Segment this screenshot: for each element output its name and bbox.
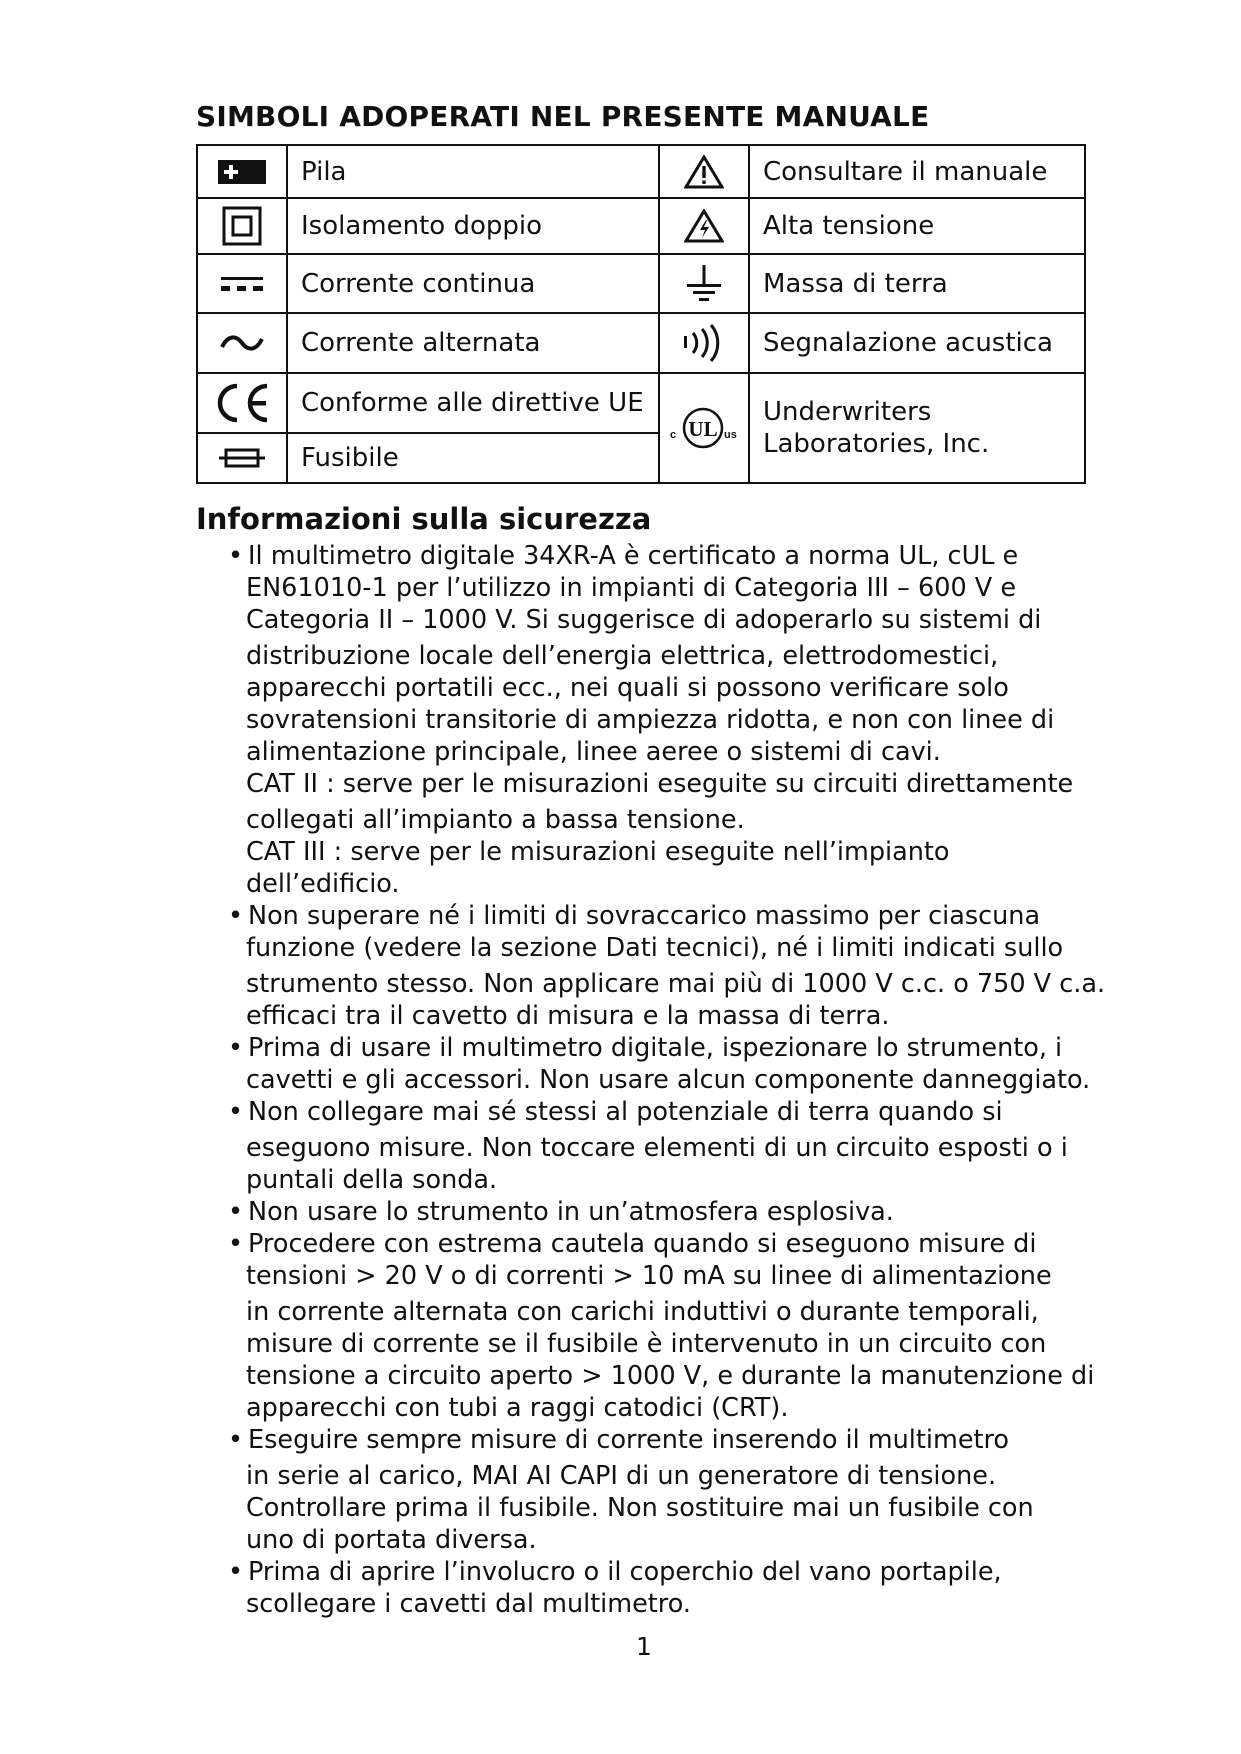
symbol-label-high-voltage: Alta tensione	[749, 198, 1085, 254]
bullet-marker: •	[228, 1033, 244, 1063]
safety-text-line: strumento stesso. Non applicare mai più di 1000 V c.c. o 750 V c.a.	[246, 969, 1106, 999]
safety-text-line: CAT III : serve per le misurazioni eseguite nell’impianto	[246, 837, 950, 867]
safety-text-line: distribuzione locale dell’energia elettrica, elettrodomestici,	[246, 641, 999, 671]
bullet-marker: •	[228, 1097, 244, 1127]
bullet-marker: •	[228, 1197, 244, 1227]
symbol-label-ground: Massa di terra	[749, 254, 1085, 313]
page-title: SIMBOLI ADOPERATI NEL PRESENTE MANUALE	[196, 100, 930, 133]
safety-text-line: cavetti e gli accessori. Non usare alcun componente danneggiato.	[246, 1065, 1091, 1095]
safety-text-line: Categoria II – 1000 V. Si suggerisce di adoperarlo su sistemi di	[246, 605, 1042, 635]
safety-text-line: Prima di aprire l’involucro o il coperchio del vano portapile,	[248, 1557, 1002, 1587]
alternating-current-icon	[197, 313, 287, 373]
cul-us-mark-icon	[659, 373, 749, 483]
ul-mark-us: us	[724, 429, 737, 441]
bullet-marker: •	[228, 1557, 244, 1587]
safety-text-line: CAT II : serve per le misurazioni eseguite su circuiti direttamente	[246, 769, 1074, 799]
safety-text-line: apparecchi portatili ecc., nei quali si possono verificare solo	[246, 673, 1009, 703]
safety-text-line: Prima di usare il multimetro digitale, ispezionare lo strumento, i	[248, 1033, 1063, 1063]
symbol-label-audible: Segnalazione acustica	[749, 313, 1085, 373]
ul-label-line-1: Underwriters	[763, 397, 932, 427]
safety-heading: Informazioni sulla sicurezza	[196, 502, 652, 536]
symbol-row	[197, 198, 1085, 254]
symbol-label-ac: Corrente alternata	[287, 313, 659, 373]
symbol-row	[197, 313, 1085, 373]
safety-text-line: apparecchi con tubi a raggi catodici (CRT).	[246, 1393, 789, 1423]
symbol-label-dc: Corrente continua	[287, 254, 659, 313]
safety-text-line: in serie al carico, MAI AI CAPI di un generatore di tensione.	[246, 1461, 997, 1491]
safety-text-line: Non usare lo strumento in un’atmosfera esplosiva.	[248, 1197, 894, 1227]
battery-icon	[197, 145, 287, 198]
safety-text-line: Non superare né i limiti di sovraccarico massimo per ciascuna	[248, 901, 1041, 931]
safety-text-line: Il multimetro digitale 34XR-A è certificato a norma UL, cUL e	[248, 541, 1019, 571]
safety-text-line: scollegare i cavetti dal multimetro.	[246, 1589, 691, 1619]
ul-mark-ul: UL	[688, 417, 718, 441]
audible-signal-icon	[659, 313, 749, 373]
safety-text-line: sovratensioni transitorie di ampiezza ridotta, e non con linee di	[246, 705, 1055, 735]
bullet-marker: •	[228, 1425, 244, 1455]
symbol-label-battery: Pila	[287, 145, 659, 198]
safety-text-line: EN61010-1 per l’utilizzo in impianti di Categoria III – 600 V e	[246, 573, 1017, 603]
safety-text-line: efficaci tra il cavetto di misura e la massa di terra.	[246, 1001, 890, 1031]
fuse-icon	[197, 433, 287, 483]
page-number: 1	[636, 1632, 652, 1661]
symbol-label-fuse: Fusibile	[287, 433, 659, 483]
safety-text-line: Non collegare mai sé stessi al potenziale di terra quando si	[248, 1097, 1003, 1127]
symbol-row	[197, 254, 1085, 313]
symbols-table	[196, 144, 1086, 484]
safety-text-line: misure di corrente se il fusibile è intervenuto in un circuito con	[246, 1329, 1047, 1359]
warning-triangle-icon	[659, 145, 749, 198]
high-voltage-triangle-icon	[659, 198, 749, 254]
bullet-marker: •	[228, 541, 244, 571]
direct-current-icon	[197, 254, 287, 313]
safety-text-line: Controllare prima il fusibile. Non sostituire mai un fusibile con	[246, 1493, 1034, 1523]
symbol-label-ce: Conforme alle direttive UE	[287, 373, 659, 433]
safety-text-line: collegati all’impianto a bassa tensione.	[246, 805, 745, 835]
safety-text-line: uno di portata diversa.	[246, 1525, 537, 1555]
bullet-marker: •	[228, 1229, 244, 1259]
symbol-label-ul	[749, 373, 1085, 483]
symbol-row	[197, 145, 1085, 198]
safety-text-line: in corrente alternata con carichi induttivi o durante temporali,	[246, 1297, 1039, 1327]
symbol-row	[197, 373, 1085, 433]
ul-mark-c: c	[670, 429, 677, 441]
ce-mark-icon	[197, 373, 287, 433]
safety-text-line: alimentazione principale, linee aeree o sistemi di cavi.	[246, 737, 941, 767]
ground-icon	[659, 254, 749, 313]
double-insulation-icon	[197, 198, 287, 254]
safety-text-line: puntali della sonda.	[246, 1165, 498, 1195]
safety-text-line: Procedere con estrema cautela quando si eseguono misure di	[248, 1229, 1037, 1259]
bullet-marker: •	[228, 901, 244, 931]
symbol-label-insulation: Isolamento doppio	[287, 198, 659, 254]
safety-text-line: eseguono misure. Non toccare elementi di un circuito esposti o i	[246, 1133, 1068, 1163]
ul-label-line-2: Laboratories, Inc.	[763, 429, 990, 459]
safety-text-line: funzione (vedere la sezione Dati tecnici), né i limiti indicati sullo	[246, 933, 1064, 963]
safety-text-line: tensione a circuito aperto > 1000 V, e durante la manutenzione di	[246, 1361, 1095, 1391]
safety-text-line: Eseguire sempre misure di corrente inserendo il multimetro	[248, 1425, 1010, 1455]
safety-text-line: dell’edificio.	[246, 869, 400, 899]
symbol-label-manual: Consultare il manuale	[749, 145, 1085, 198]
safety-text-line: tensioni > 20 V o di correnti > 10 mA su linee di alimentazione	[246, 1261, 1052, 1291]
